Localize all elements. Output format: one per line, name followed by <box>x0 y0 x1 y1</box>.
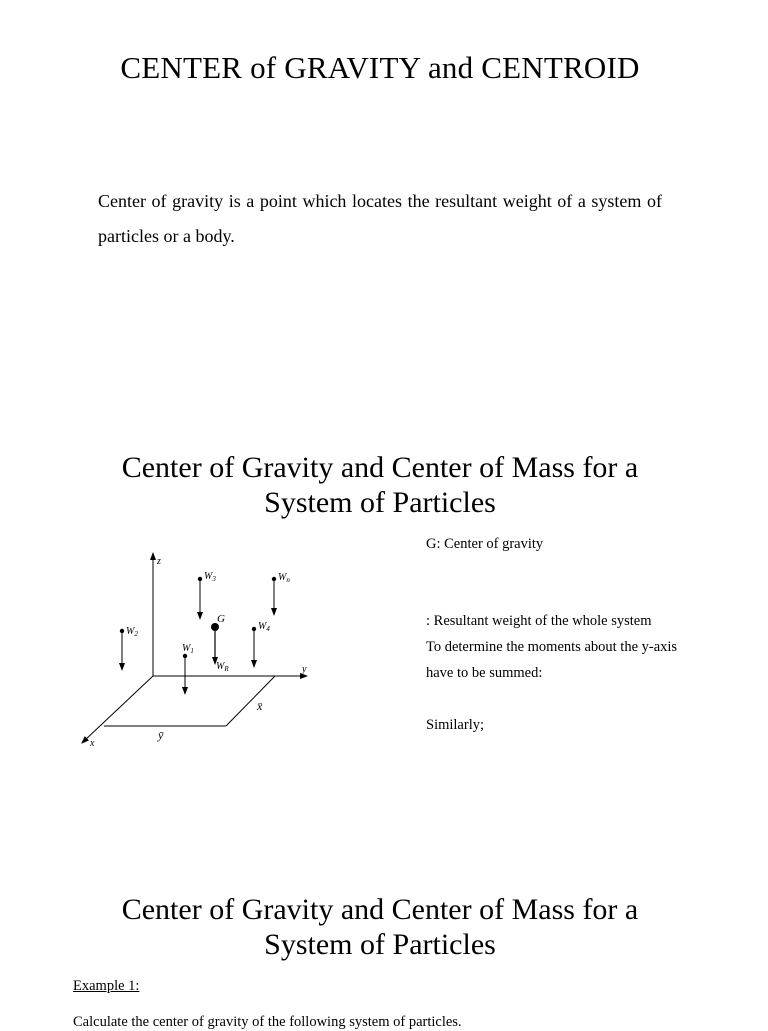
example-label: Example 1: <box>73 978 140 994</box>
x-axis-label: x <box>90 738 95 749</box>
label-wr: $W_R$ <box>216 661 229 673</box>
note-moments-line1: To determine the moments about the y-axis <box>426 639 678 655</box>
label-w3: $W_3$ <box>204 571 216 583</box>
note-g-definition: G: Center of gravity <box>426 536 544 552</box>
slide2-title-line1: Center of Gravity and Center of Mass for a <box>121 893 639 926</box>
example-text: Calculate the center of gravity of the following system of particles. <box>73 1014 462 1030</box>
slide1-title-line2: System of Particles <box>264 486 496 519</box>
intro-paragraph: Center of gravity is a point which locates the resultant weight of a system of particles or a body. <box>98 191 662 246</box>
label-w2: $W_2$ <box>126 626 138 638</box>
particle-system-diagram <box>78 548 318 753</box>
slide2-title <box>60 892 700 962</box>
note-similarly: Similarly; <box>426 717 484 733</box>
label-ybar: ȳ <box>158 728 164 742</box>
plane-edge-right <box>226 676 275 726</box>
slide1-title <box>60 450 700 520</box>
slide2-title-line2: System of Particles <box>264 928 496 961</box>
label-w4: $W_4$ <box>258 621 270 633</box>
note-moments-line2: have to be summed: <box>426 665 543 681</box>
note-block <box>426 608 726 686</box>
label-xbar: x̄ <box>257 699 263 713</box>
label-wn: $W_n$ <box>278 572 290 584</box>
x-axis <box>84 676 153 741</box>
note-resultant: : Resultant weight of the whole system <box>426 613 652 629</box>
y-axis-label: y <box>302 664 307 675</box>
label-w1: $W_1$ <box>182 643 194 655</box>
page-title: CENTER of GRAVITY and CENTROID <box>120 50 640 85</box>
label-g: G <box>217 613 225 625</box>
slide1-title-line1: Center of Gravity and Center of Mass for a <box>121 451 639 484</box>
z-axis-label: z <box>157 556 161 567</box>
